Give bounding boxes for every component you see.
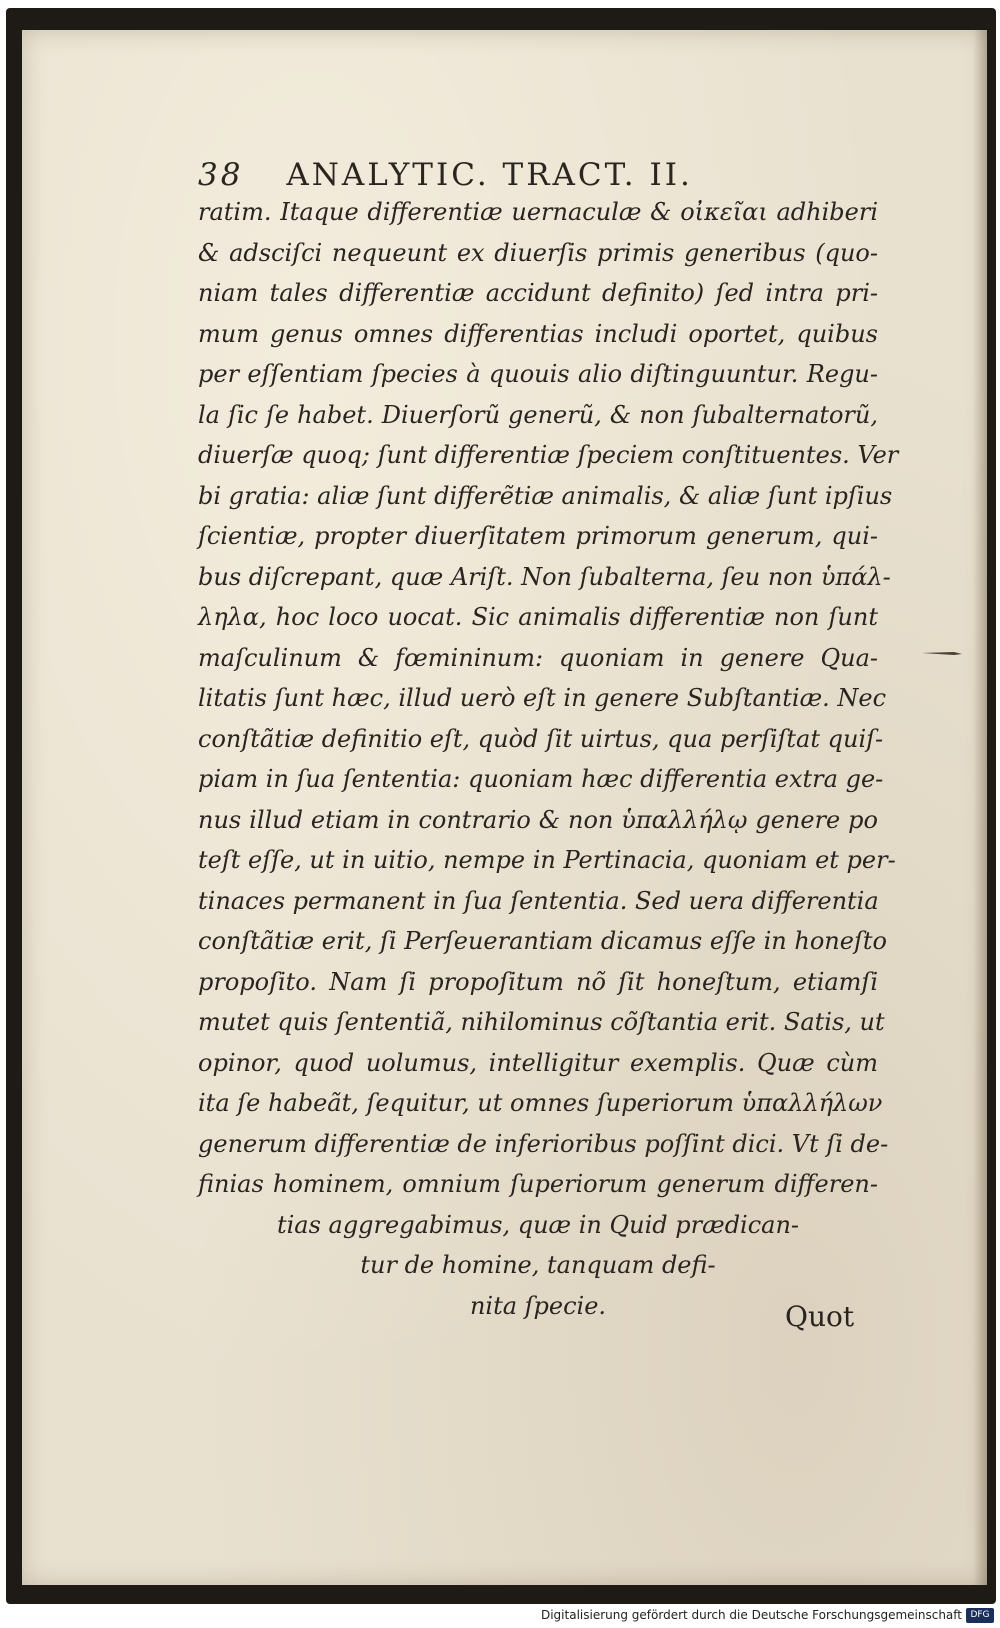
text-line: litatis ſunt hæc, illud uerò eſt in genere Subſtantiæ. Nec [198,684,887,712]
text-line: conſtãtiæ erit, ſi Perſeuerantiam dicamus eſſe in honeſto [198,927,887,955]
text-line: per eſſentiam ſpecies à quouis alio diſtinguuntur. Regu- [198,360,878,388]
text-line: ita ſe habeãt, ſequitur, ut omnes ſuperiorum ὑπαλλήλων [198,1089,883,1117]
margin-pointer-icon [922,648,962,658]
running-head [198,157,818,197]
text-line: piam in ſua ſententia: quoniam hæc differentia extra ge- [198,765,884,793]
text-line: la ſic ſe habet. Diuerſorũ generũ, & non ſubalternatorũ, [198,400,878,429]
running-head-title: ANALYTIC. TRACT. II. [286,157,693,193]
footer-bar [0,1605,1000,1628]
text-line: ſcientiæ, propter diuerſitatem primorum generum, qui- [198,522,878,550]
text-line-centered: nita ſpecie. [469,1291,607,1320]
text-line-centered: tur de homine, tanquam defi- [360,1251,716,1279]
dfg-logo: DFG [966,1608,994,1623]
text-line-centered: tias aggregabimus, quæ in Quid prædican- [276,1210,800,1239]
text-line: bus diſcrepant, quæ Ariſt. Non ſubalterna, ſeu non ὑπάλ- [198,562,891,591]
text-line: propoſito. Nam ſi propoſitum nõ ſit honeſtum, etiamſi [198,967,878,996]
page-number: 38 [198,157,244,193]
text-line: & adsciſci nequeunt ex diuerſis primis generibus (quo- [198,238,878,267]
text-line: generum differentiæ de inferioribus poſſint dici. Vt ſi de- [198,1129,889,1158]
text-line: ratim. Itaque differentiæ uernaculæ & οἰκεῖαι adhiberi [198,198,878,226]
text-line: ληλα, hoc loco uocat. Sic animalis differentiæ non ſunt [198,603,878,631]
text-line: nus illud etiam in contrario & non ὑπαλλήλῳ genere po [198,805,878,834]
text-line: teſt eſſe, ut in uitio, nempe in Pertinacia, quoniam et per- [198,846,896,874]
text-line: diuerſæ quoq; ſunt differentiæ ſpeciem conſtituentes. Ver [198,441,899,469]
text-line: opinor, quod uolumus, intelligitur exemplis. Quæ cùm [198,1048,878,1077]
page-gutter-shadow [973,30,987,1585]
text-line: maſculinum & fœmininum: quoniam in genere Qua- [198,643,878,672]
footer-credit: Digitalisierung gefördert durch die Deutsche Forschungsgemeinschaft [540,1608,962,1622]
text-line: niam tales differentiæ accidunt definito) ſed intra pri- [198,279,878,307]
text-line: mum genus omnes differentias includi oportet, quibus [198,319,878,348]
catchword: Quot [785,1300,855,1333]
body-text [198,192,899,1326]
text-line: conſtãtiæ definitio eſt, quòd ſit uirtus, qua perſiſtat quiſ- [198,724,884,753]
text-line: mutet quis ſententiã, nihilominus cõſtantia erit. Satis, ut [198,1008,885,1036]
text-line: tinaces permanent in ſua ſententia. Sed uera differentia [198,886,879,915]
text-line: finias hominem, omnium ſuperiorum generum differen- [198,1170,878,1198]
text-line: bi gratia: aliæ ſunt differẽtiæ animalis, & aliæ ſunt ipſius [198,481,893,510]
